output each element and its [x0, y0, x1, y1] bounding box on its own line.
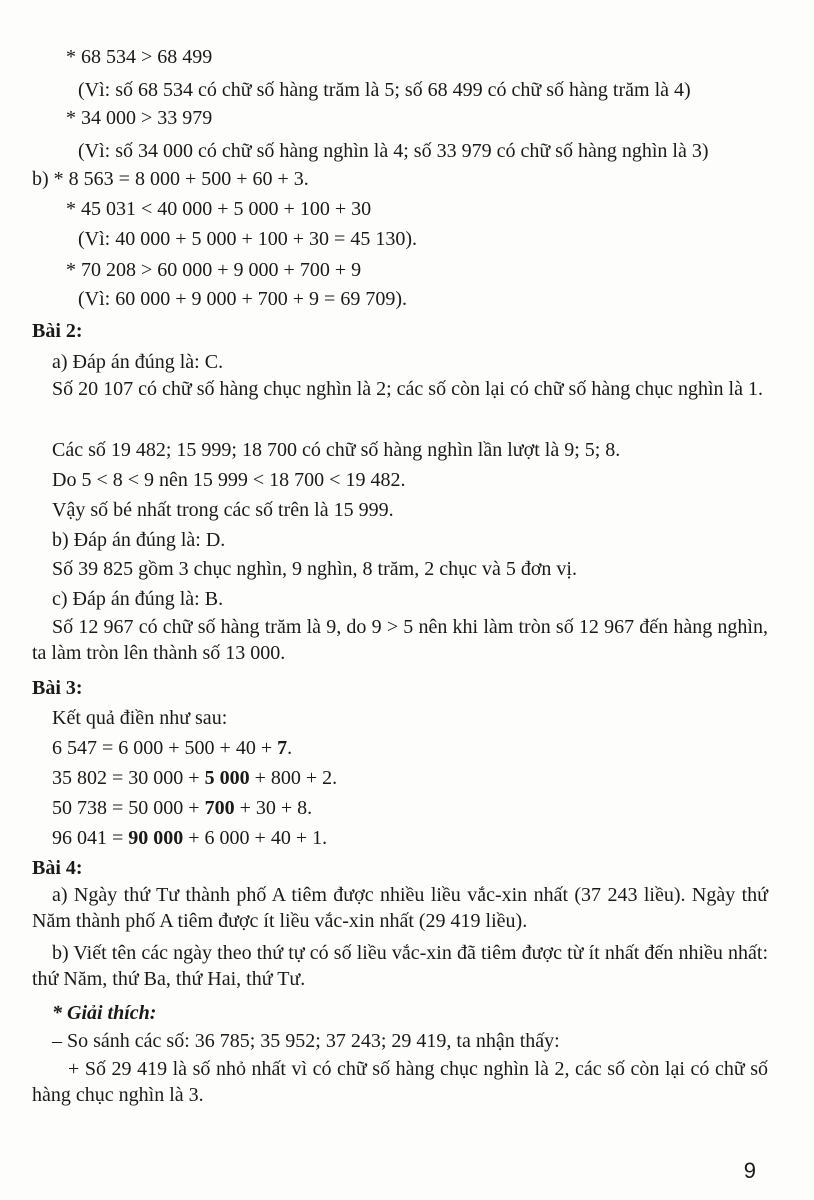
equation-text: + 800 + 2. [249, 767, 338, 789]
equation-answer: 90 000 [128, 827, 184, 849]
equation-text: + 6 000 + 40 + 1. [183, 827, 328, 849]
page-number: 9 [743, 1158, 756, 1183]
equation-line [0, 735, 774, 761]
paragraph: Các số 19 482; 15 999; 18 700 có chữ số hàng nghìn lần lượt là 9; 5; 8. [52, 439, 621, 461]
paragraph: + Số 29 419 là số nhỏ nhất vì có chữ số hàng chục nghìn là 2, các số còn lại có chữ số hàng chục nghìn là 3. [32, 1058, 768, 1106]
paragraph: Vậy số bé nhất trong các số trên là 15 999. [52, 499, 394, 521]
section-heading-bai-4: Bài 4: [32, 857, 83, 879]
paragraph [0, 376, 768, 402]
equation-text: 6 547 = 6 000 + 500 + 40 + [52, 737, 278, 759]
section-heading-bai-2: Bài 2: [32, 320, 83, 342]
paragraph: a) Ngày thứ Tư thành phố A tiêm được nhiều liều vắc-xin nhất (37 243 liều). Ngày thứ Năm thành phố A tiêm được ít liều vắc-xin nhất (29 419 liều). [32, 884, 768, 932]
equation-answer: 700 [204, 797, 235, 819]
paragraph: Số 39 825 gồm 3 chục nghìn, 9 nghìn, 8 trăm, 2 chục và 5 đơn vị. [52, 558, 577, 580]
equation-line [0, 765, 774, 791]
paragraph: Số 12 967 có chữ số hàng trăm là 9, do 9 > 5 nên khi làm tròn số 12 967 đến hàng nghìn, ta làm tròn lên thành số 13 000. [32, 616, 768, 664]
equation-answer: 7 [277, 737, 288, 759]
explanation-line: (Vì: số 68 534 có chữ số hàng trăm là 5; số 68 499 có chữ số hàng trăm là 4) [78, 79, 691, 101]
explanation-line: (Vì: số 34 000 có chữ số hàng nghìn là 4; số 33 979 có chữ số hàng nghìn là 3) [78, 140, 709, 162]
comparison-line: * 34 000 > 33 979 [66, 107, 213, 129]
paragraph-text: Số 20 107 có chữ số hàng chục nghìn là 2; các số còn lại có chữ số hàng chục nghìn là 1. [52, 378, 763, 400]
equation-text: 50 738 = 50 000 + [52, 797, 205, 819]
answer-line: a) Đáp án đúng là: C. [52, 351, 224, 373]
equation-answer: 5 000 [204, 767, 250, 789]
equation-text: + 30 + 8. [234, 797, 313, 819]
paragraph: Kết quả điền như sau: [52, 707, 228, 729]
answer-line: c) Đáp án đúng là: B. [52, 588, 224, 610]
paragraph: – So sánh các số: 36 785; 35 952; 37 243; 29 419, ta nhận thấy: [52, 1030, 560, 1052]
comparison-line: * 70 208 > 60 000 + 9 000 + 700 + 9 [66, 259, 362, 281]
answer-line: b) Đáp án đúng là: D. [52, 529, 226, 551]
explanation-line: (Vì: 40 000 + 5 000 + 100 + 30 = 45 130). [78, 228, 417, 250]
explanation-heading: * Giải thích: [52, 1002, 157, 1024]
part-b-line: b) * 8 563 = 8 000 + 500 + 60 + 3. [32, 168, 309, 190]
equation-text: . [287, 737, 293, 759]
equation-line [0, 795, 774, 821]
explanation-line: (Vì: 60 000 + 9 000 + 700 + 9 = 69 709). [78, 288, 407, 310]
equation-text: 96 041 = [52, 827, 129, 849]
paragraph: b) Viết tên các ngày theo thứ tự có số liều vắc-xin đã tiêm được từ ít nhất đến nhiều nhất: thứ Năm, thứ Ba, thứ Hai, thứ Tư. [32, 942, 768, 990]
section-heading-bai-3: Bài 3: [32, 677, 83, 699]
equation-text: 35 802 = 30 000 + [52, 767, 205, 789]
comparison-line: * 45 031 < 40 000 + 5 000 + 100 + 30 [66, 198, 372, 220]
paragraph: Do 5 < 8 < 9 nên 15 999 < 18 700 < 19 482. [52, 469, 406, 491]
comparison-line: * 68 534 > 68 499 [66, 46, 213, 68]
equation-line [0, 825, 774, 851]
